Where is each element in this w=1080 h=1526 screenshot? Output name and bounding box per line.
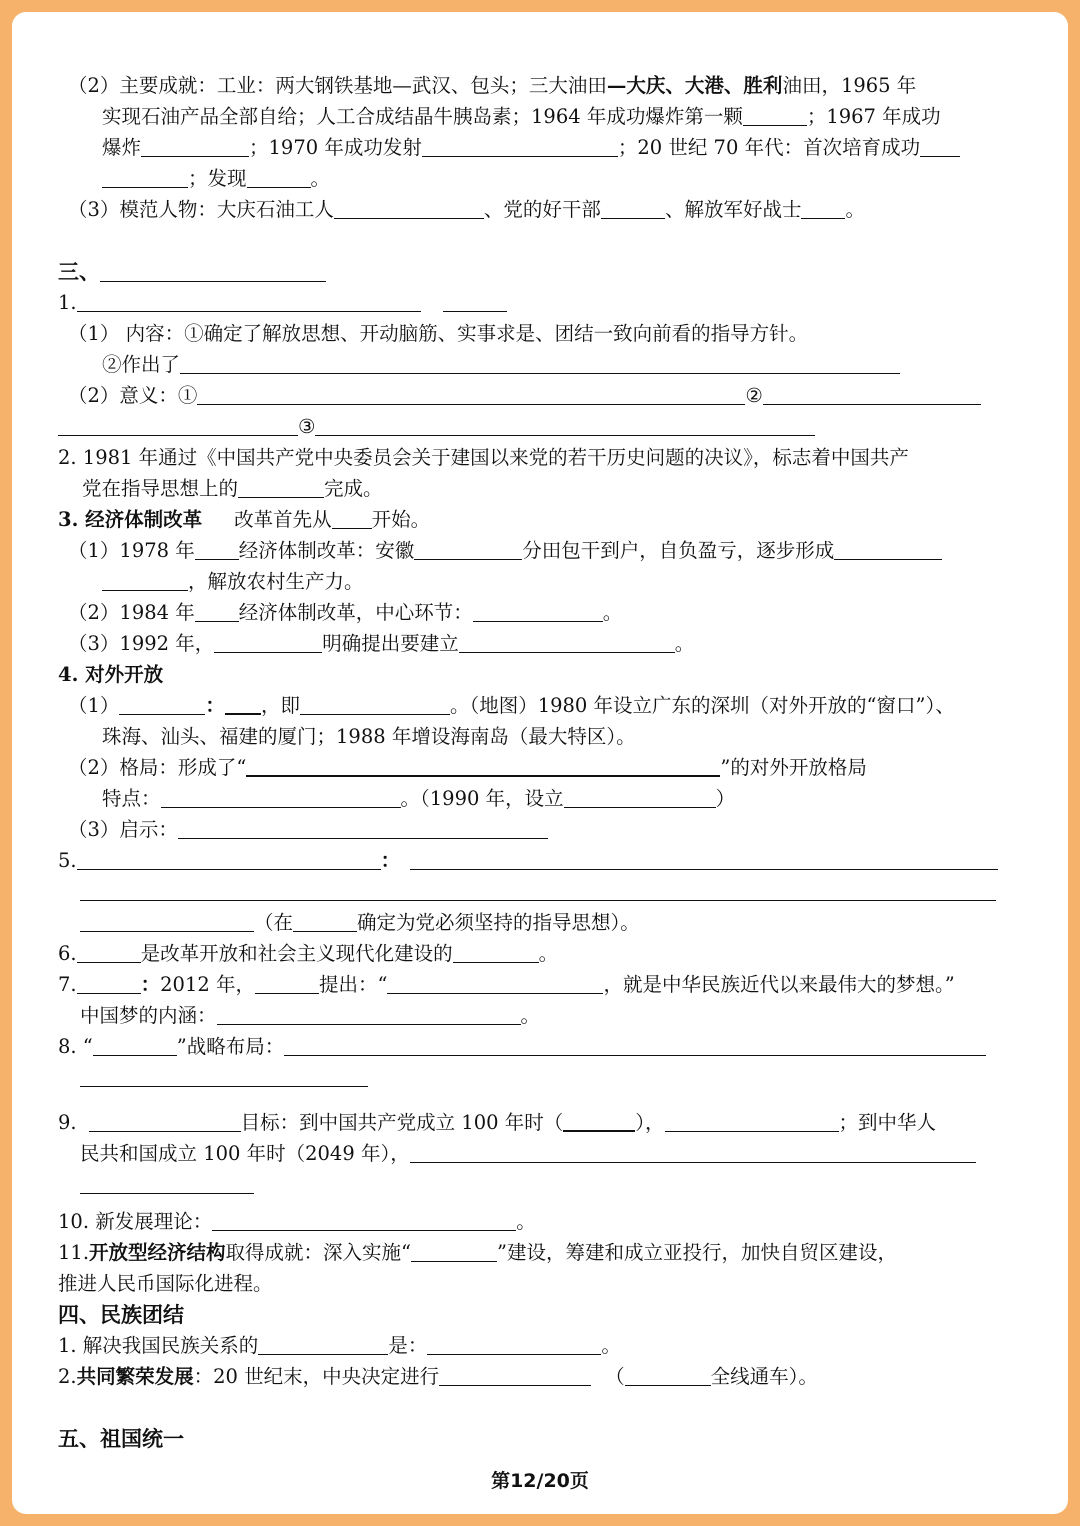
- section-5-heading: 五、祖国统一: [58, 1426, 184, 1451]
- blank[interactable]: [225, 691, 261, 715]
- section-3-heading: 三、: [58, 256, 1008, 287]
- s3-q3-3: （3）1992 年， 明确提出要建立 。: [68, 632, 695, 655]
- blank[interactable]: [422, 134, 618, 157]
- blank[interactable]: [743, 103, 807, 126]
- s3-q1-content: （1） 内容：①确定了解放思想、开动脑筋、实事求是、团结一致向前看的指导方针。: [68, 322, 809, 345]
- s3-q2-line2: 党在指导思想上的 完成。: [82, 477, 383, 500]
- page-number: 第12/20页: [491, 1470, 589, 1492]
- s3-q3: 3. 经济体制改革 改革首先从 开始。: [58, 508, 431, 531]
- blank[interactable]: [439, 1363, 591, 1386]
- blank[interactable]: [161, 785, 401, 808]
- blank[interactable]: [410, 1140, 976, 1163]
- blank[interactable]: [410, 847, 998, 870]
- s2-item2-line3: 爆炸 ；1970 年成功发射 ；20 世纪 70 年代：首次培育成功: [58, 132, 1008, 163]
- blank[interactable]: [665, 1109, 839, 1132]
- s3-q3-1b: ，解放农村生产力。: [58, 566, 1008, 597]
- s3-q1-content-2: ②作出了: [58, 349, 1008, 380]
- blank[interactable]: [80, 1171, 254, 1194]
- blank[interactable]: [178, 816, 548, 839]
- s3-q4-3: （3）启示：: [58, 814, 1008, 845]
- s3-q7: 7. ：2012 年， 提出：“ ，就是中华民族近代以来最伟大的梦想。”: [58, 973, 955, 996]
- s3-q1-meaning-2: ③: [58, 411, 1008, 442]
- blank[interactable]: [197, 382, 745, 405]
- blank[interactable]: [293, 909, 357, 932]
- blank[interactable]: [238, 475, 324, 498]
- blank[interactable]: [212, 1208, 516, 1231]
- blank[interactable]: [77, 289, 421, 312]
- blank[interactable]: [247, 165, 311, 188]
- blank[interactable]: [217, 1002, 521, 1025]
- blank[interactable]: [625, 1363, 711, 1386]
- s3-q1-meaning: （2）意义：① ②: [58, 380, 1008, 411]
- s3-q4-2: （2）格局：形成了“ ”的对外开放格局: [58, 752, 1008, 783]
- blank[interactable]: [443, 289, 507, 312]
- blank[interactable]: [77, 971, 141, 994]
- blank[interactable]: [763, 382, 981, 405]
- s4-q1: 1. 解决我国民族关系的 是： 。: [58, 1334, 621, 1357]
- blank[interactable]: [411, 1239, 497, 1262]
- blank[interactable]: [801, 196, 845, 219]
- s3-q8: 8. “ ”战略布局：: [58, 1031, 1008, 1062]
- s3-q3-1: （1）1978 年 经济体制改革：安徽 分田包干到户，自负盈亏，逐步形成: [58, 535, 1008, 566]
- blank[interactable]: [255, 971, 319, 994]
- blank[interactable]: [564, 785, 716, 808]
- blank[interactable]: [427, 1332, 601, 1355]
- s3-q4-2b: 特点： 。（1990 年，设立 ）: [102, 787, 736, 810]
- s3-q6: 6. 是改革开放和社会主义现代化建设的 。: [58, 942, 559, 965]
- blank[interactable]: [80, 1064, 368, 1087]
- s3-q9-line2: 民共和国成立 100 年时（2049 年），: [58, 1138, 1008, 1169]
- blank[interactable]: [453, 940, 539, 963]
- s3-q4-1b: 珠海、汕头、福建的厦门；1988 年增设海南岛（最大特区）。: [102, 725, 636, 748]
- blank[interactable]: [258, 1332, 388, 1355]
- s3-q5: 5. ：: [58, 845, 1008, 876]
- blank[interactable]: [93, 1033, 177, 1056]
- section-4-heading: 四、民族团结: [58, 1302, 184, 1327]
- blank[interactable]: [601, 196, 665, 219]
- blank[interactable]: [334, 196, 484, 219]
- blank[interactable]: [141, 134, 249, 157]
- s3-q9: 9. 目标：到中国共产党成立 100 年时（ ）， ；到中华人: [58, 1107, 1008, 1138]
- blank[interactable]: [80, 878, 996, 901]
- s2-item3: （3）模范人物：大庆石油工人 、党的好干部 、解放军好战士 。: [68, 198, 865, 221]
- blank[interactable]: [77, 847, 381, 870]
- blank[interactable]: [246, 753, 720, 777]
- s3-q10: 10. 新发展理论： 。: [58, 1210, 536, 1233]
- s3-q5-line3: （在 确定为党必须坚持的指导思想）。: [58, 907, 1008, 938]
- blank[interactable]: [102, 568, 188, 591]
- s3-q2-line1: 2. 1981 年通过《中国共产党中央委员会关于建国以来党的若干历史问题的决议》，标志着中国共产: [58, 446, 909, 469]
- blank[interactable]: [387, 971, 603, 994]
- blank[interactable]: [180, 351, 900, 374]
- blank[interactable]: [332, 506, 372, 529]
- blank[interactable]: [459, 630, 675, 653]
- s3-q1: 1.: [58, 287, 1008, 318]
- blank[interactable]: [100, 259, 326, 282]
- worksheet-content: [58, 70, 1008, 1454]
- blank[interactable]: [58, 413, 298, 436]
- blank[interactable]: [119, 692, 205, 715]
- blank[interactable]: [89, 1109, 241, 1132]
- s2-item2-line4: ；发现 。: [58, 163, 1008, 194]
- blank[interactable]: [195, 599, 239, 622]
- s3-q4-1: （1） ： ，即 。（地图）1980 年设立广东的深圳（对外开放的“窗口”）、: [58, 690, 1008, 721]
- blank[interactable]: [920, 134, 960, 157]
- blank[interactable]: [214, 630, 322, 653]
- s3-q9-line3: [58, 1169, 1008, 1200]
- blank[interactable]: [102, 165, 188, 188]
- s3-q11: 11.开放型经济结构取得成就：深入实施“ ”建设，筹建和成立亚投行，加快自贸区建设，: [58, 1241, 897, 1264]
- s3-q4-title: 4. 对外开放: [58, 663, 164, 686]
- s4-q2: 2.共同繁荣发展：20 世纪末，中央决定进行 （ 全线通车）。: [58, 1365, 818, 1388]
- blank[interactable]: [300, 692, 450, 715]
- s3-q11-line2: 推进人民币国际化进程。: [58, 1272, 273, 1295]
- s3-q3-2: （2）1984 年 经济体制改革，中心环节： 。: [68, 601, 623, 624]
- blank[interactable]: [834, 537, 942, 560]
- s3-q8-line2: [58, 1062, 1008, 1093]
- s3-q7-line2: 中国梦的内涵： 。: [80, 1004, 541, 1027]
- blank[interactable]: [414, 537, 522, 560]
- blank[interactable]: [284, 1033, 986, 1056]
- blank[interactable]: [473, 599, 603, 622]
- s3-q5-line2: [58, 876, 1008, 907]
- s2-item2-line1: （2）主要成就：工业：两大钢铁基地—武汉、包头；三大油田—大庆、大港、胜利油田，1965 年: [68, 74, 917, 97]
- blank[interactable]: [77, 940, 141, 963]
- s2-item2-line2: 实现石油产品全部自给；人工合成结晶牛胰岛素；1964 年成功爆炸第一颗 ；1967 年成功: [102, 105, 941, 128]
- blank[interactable]: [563, 1108, 635, 1132]
- blank[interactable]: [195, 537, 239, 560]
- blank[interactable]: [315, 413, 815, 436]
- blank[interactable]: [80, 909, 254, 932]
